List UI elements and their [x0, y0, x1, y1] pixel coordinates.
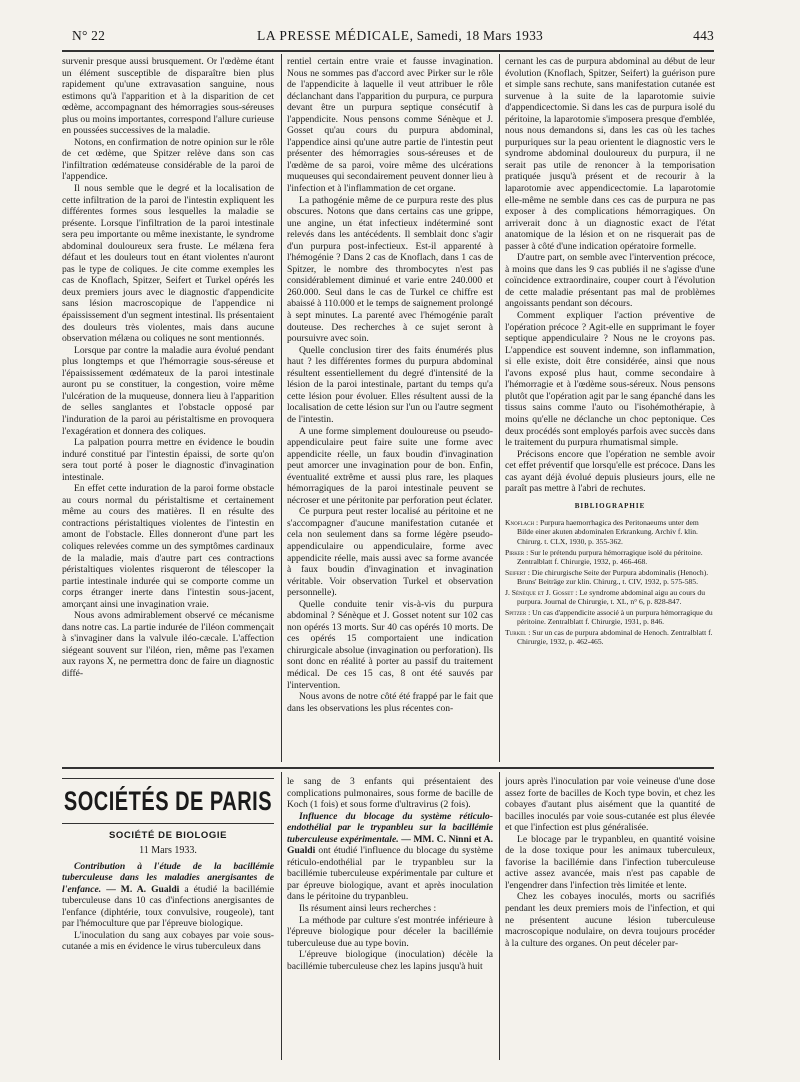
column-3 [505, 56, 715, 762]
bib-author: Knoflach [505, 518, 535, 528]
bib-author: Turkel [505, 628, 527, 638]
bib-text: : Un cas d'appendicite associé à un purpura hémorragique du péritoine. Zentralblatt f. Chirurgie, 1931, p. 846. [517, 608, 713, 627]
paragraph: Le blocage par le trypanbleu, en quantité voisine de la dose toxique pour les animaux tuberculeux, favorise la bacillémie dans l'infection tuberculeuse active assez avancée, mais n'est pas capable de l'engendrer dans l'infection très limitée et lente. [505, 833, 715, 891]
page-header [62, 24, 714, 46]
bib-text: : Purpura haemorrhagica des Peritonaeums unter dem Bilde einer akuten abdominalen Erkrankung. Archiv f. klin. Chirurg. t. CLX, 1930, p. 355-362. [517, 518, 699, 546]
paragraph: Chez les cobayes inoculés, morts ou sacrifiés pendant les deux premiers mois de l'infection, et qui ne présentent aucune lésion tuberculeuse macroscopique nodulaire, on devra toujours procéder à la culture des organes. On peut déceler par- [505, 891, 715, 949]
paragraph: L'inoculation du sang aux cobayes par voie sous-cutanée a mis en évidence le virus tuberculeux dans [62, 929, 274, 953]
paragraph: A une forme simplement douloureuse ou pseudo-appendiculaire peut faire suite une forme avec appendicite réelle, un faux boudin d'invagination peut amorcer une invagination pour de bon. Enfin, éventualité extrême et aussi plus rare, les plaques hémorragiques de la paroi intestinale peuvent se nécroser et une péritonite par perforation peut éclater. [287, 425, 493, 506]
paragraph: Il nous semble que le degré et la localisation de cette infiltration de la paroi de l'intestin expliquent les différentes formes sous lesquelles la maladie se présente. Lorsque l'infiltration de la paroi intestinale sera peu importante ou même inexistante, le syndrome abdominal douloureux sera fruste. Le mélæna fera défaut et les douleurs tout en étant violentes n'auront pas le type de coliques. Je cite comme exemples les cas de Knoflach, Spitzer, Seifert et Turkel opérés les deux premiers jours avec le diagnostic d'appendicite sans lésion macroscopique de l'appendice ni épaississement d'un segment intestinal. Ils présentaient des douleurs très violentes, mais dans aucune observation mélæna ou coliques ne sont mentionnés. [62, 183, 274, 345]
article-text: a étudié la bacillémie tuberculeuse dans 10 cas d'infections anergisantes de l'enfance (diphtérie, toux convulsive, rougeole), tant par l'hémoculture que par l'épreuve biologique. [62, 883, 274, 930]
paragraph: Notons, en confirmation de notre opinion sur le rôle de cet œdème, que Spitzer relève dans son cas l'infiltration œdémateuse considérable de la paroi de l'appendice. [62, 136, 274, 183]
issue-date: , Samedi, 18 Mars 1933 [409, 28, 543, 43]
paragraph: Quelle conclusion tirer des faits énumérés plus haut ? les différentes formes du purpura abdominal résultent essentiellement du degré d'intensité de la lésion de la paroi intestinale, partant du temps qu'a cette lésion pour évoluer. Elles résultent aussi de la localisation de cette lésion sur l'un ou l'autre segment de l'intestin. [287, 344, 493, 425]
paragraph: Ce purpura peut rester localisé au péritoine et ne s'accompagner d'aucune manifestation cutanée et cela non seulement dans sa forme légère pseudo-appendiculaire ou appendiculaire, forme avec appendicite réelle, mais aussi avec sa forme avancée à faux boudin d'invagination et invagination véritable. Voir observation Turkel et observation personnelle). [287, 506, 493, 599]
article-2 [287, 811, 493, 903]
journal-name: LA PRESSE MÉDICALE [257, 28, 410, 43]
bibliography-title: BIBLIOGRAPHIE [574, 501, 646, 510]
paragraph: le sang de 3 enfants qui présentaient des complications pulmonaires, sous forme de bacille de Koch (1 fois) et sous forme d'ultravirus (2 fois). [287, 776, 493, 811]
bib-text: : Die chirurgische Seite der Purpura abdominalis (Henoch). Bruns' Beiträge zur klin. Chirurg., t. CIV, 1932, p. 575-585. [517, 567, 709, 586]
society-name: SOCIÉTÉ DE BIOLOGIE [108, 829, 228, 841]
column-divider [281, 54, 282, 762]
paragraph: jours après l'inoculation par voie veineuse d'une dose assez forte de bacilles de Koch type bovin, et chez les cobayes d'autant plus aisément que la quantité de bacilles inoculés par voie sous-cutanée est plus élevée et que l'infection est plus généralisée. [505, 776, 715, 834]
paragraph: rentiel certain entre vraie et fausse invagination. Nous ne sommes pas d'accord avec Pirker sur le rôle de l'appendicite à laquelle il veut attribuer le rôle déclanchant dans l'apparition du purpura, ce purpura devant être un purpura septique consécutif à l'appendicite. Nous pensons comme Sénèque et J. Gosset qu'au cours du purpura abdominal, l'appendice ainsi qu'une autre partie de l'intestin peut présenter des hémorragies sous-séreuses et de l'œdème de sa paroi, voire même des ulcérations muqueuses qui secondairement peuvent donner lieu à l'infection et à l'inflammation de cet organe. [287, 56, 493, 195]
title-rule-top [62, 778, 274, 779]
column-1 [62, 56, 274, 762]
paragraph: Nous avons admirablement observé ce mécanisme dans notre cas. La partie indurée de l'iléon commençait à s'invaginer dans la valvule iléo-cæcale. L'affection siégeant souvent sur l'iléon, rien, même pas l'examen aux rayons X, ne permettra donc de faire un diagnostic diffé- [62, 610, 274, 679]
bib-text: : Sur le prétendu purpura hémorragique isolé du péritoine. Zentralblatt f. Chirurgie, 1932, p. 466-468. [517, 547, 703, 566]
paragraph: Comment expliquer l'action préventive de l'opération précoce ? Agit-elle en supprimant le foyer septique appendiculaire ? Nous ne le croyons pas. L'appendice est souvent indemne, son inflammation, si elle existe, doit être considérée, ainsi que nous l'avons exposé plus haut, comme secondaire à l'hémorragie et à l'œdème sous-séreux. Nous pensons plutôt que l'opération agit par le sang épanché dans les tissus sains comme l'auto ou l'isohémothérapie, à moins qu'elle ne déclanche un choc peptonique. Ces deux procédés sont employés parfois avec succès dans le traitement du purpura rhumatismal simple. [505, 310, 715, 449]
bibliography-entry [505, 548, 715, 566]
bib-text: : Sur un cas de purpura abdominal de Henoch. Zentralblatt f. Chirurgie, 1932, p. 462-465. [517, 628, 713, 647]
paragraph: Nous avons de notre côté été frappé par le fait que dans les observations les plus récentes con- [287, 691, 493, 714]
article-author: — M. A. Gualdi [101, 883, 180, 895]
paragraph: La palpation pourra mettre en évidence le boudin induré constitué par l'intestin épaissi, de sorte qu'on sera tout porté à poser le diagnostic d'invagination intestinale. [62, 437, 274, 483]
section-rule [62, 767, 714, 769]
paragraph: L'épreuve biologique (inoculation) décèle la bacillémie tuberculeuse chez les lapins jusqu'à huit [287, 949, 493, 972]
section-title: SOCIÉTÉS DE PARIS [63, 786, 273, 817]
journal-title [257, 28, 637, 44]
article-title: Contribution à l'étude de la bacillémie tuberculeuse dans les maladies anergisantes de l'enfance. [62, 860, 274, 895]
paragraph: survenir presque aussi brusquement. Or l'œdème étant un élément susceptible de disparaître bien plus rapidement qu'une extravasation sanguine, nous estimons qu'à l'apparition et à la disparition de cet œdème, accompagnant des hémorragies sous-séreuses plus ou moins importantes, correspond l'allure curieuse en poussées successives de la maladie. [62, 56, 274, 137]
bib-author: Spitzer [505, 608, 527, 618]
column-divider [281, 772, 282, 1060]
paragraph: La pathogénie même de ce purpura reste des plus obscures. Notons que dans certains cas une grippe, une angine, un état infectieux indéterminé sont relevés dans les antécédents. Il semblait donc s'agir d'un purpura post-infectieux. Est-il apparenté à l'hémogénie ? Dans 2 cas de Knoflach, dans 1 cas de Spitzer, le nombre des thrombocytes n'est pas considérablement diminué et varie entre 240.000 et 260.000. Seul dans le cas de Turkel ce chiffre est abaissé à 110.000 et le temps de saignement prolongé à sept minutes. La parenté avec l'hémogénie paraît douteuse. Des recherches à ce sujet seront à poursuivre avec soin. [287, 194, 493, 345]
column-2 [287, 56, 493, 762]
bib-author: Pirker [505, 547, 525, 557]
paragraph: cernant les cas de purpura abdominal au début de leur évolution (Knoflach, Spitzer, Seifert) la guérison pure et simple sans rechute, sans manifestation cutanée est survenue à la suite de la laparotomie suivie d'appendicectomie. Si dans les cas de purpura isolé du péritoine, la laparotomie s'imposera presque d'emblée, nous nous demandons si, dans les cas où les taches purpuriques sur la peau orientent le diagnostic vers le syndrome abdominal douloureux du purpura, il ne serait pas utile de renoncer à la temporisation pratiquée jusqu'à présent et de recourir à la laparotomie avec appendicectomie. La laparotomie elle-même ne semble dans ces cas de purpura ne pas exposer à des complications hémorragiques. On arriverait donc à un diagnostic exact de l'état anatomique de la lésion et on ne risquerait pas de passer à côté d'une indication opératoire formelle. [505, 56, 715, 252]
paragraph: En effet cette induration de la paroi forme obstacle au cours normal du péristaltisme et certainement même au cours des matières. Il en résulte des contractions péristaltiques violentes de l'intestin en amont de l'obstacle. Elles donneront d'une part les coliques relevées comme un des symptômes cardinaux de la maladie, mais d'autre part ces contractions péristaltiques violentes risqueront de télescoper la partie intestinale indurée qui se comporte comme un corps étranger inerte dans l'intestin sous-jacent, amorçant ainsi une invagination vraie. [62, 483, 274, 610]
column-divider [499, 772, 500, 1060]
issue-number: N° 22 [72, 28, 106, 43]
bib-author: Seifert [505, 567, 526, 577]
column-divider [499, 54, 500, 762]
article-author: — MM. C. Ninni et A. Gualdi [287, 833, 493, 857]
paragraph: Ils résument ainsi leurs recherches : [299, 903, 437, 915]
title-rule-bottom [62, 823, 274, 824]
article-1 [62, 861, 274, 930]
bottom-column-2 [287, 776, 493, 1058]
bibliography-entry [505, 518, 715, 545]
societes-column [62, 778, 274, 1058]
session-date: 11 Mars 1933. [139, 845, 197, 857]
bibliography-entry [505, 628, 715, 646]
header-rule [62, 50, 714, 52]
paragraph: D'autre part, on semble avec l'intervention précoce, à moins que dans les 9 cas publiés il ne s'agisse d'une coïncidence extraordinaire, couper court à l'évolution de cette maladie présentant pas mal de problèmes angoissants pendant son décours. [505, 252, 715, 310]
paragraph: Quelle conduite tenir vis-à-vis du purpura abdominal ? Sénèque et J. Gosset notent sur 102 cas non opérés 13 morts. Sur 40 cas opérés 10 morts. De ces opérés 15 comportaient une indication chirurgicale absolue (invagination ou perforation). Ils sont donc en réalité à porter au passif du traitement médical. De ces 15 cas, 8 ont été sauvés par l'intervention. [287, 598, 493, 691]
bib-text: : Le syndrome abdominal aigu au cours du purpura. Journal de Chirurgie, t. XL, n° 6, p. 828-847. [517, 587, 705, 607]
bib-author: J. Sénèque et J. Gosset [505, 587, 574, 597]
article-title: Influence du blocage du système réticulo-endothélial par le trypanbleu sur la bacillémie tuberculeuse expérimentale. [287, 810, 493, 845]
paragraph: Précisons encore que l'opération ne semble avoir cet effet préventif que lorsqu'elle est précoce. Dans les cas ayant déjà évolué depuis plusieurs jours, elle ne paraît pas mettre à l'abri de rechutes. [505, 448, 715, 495]
paragraph: La méthode par culture s'est montrée inférieure à l'épreuve biologique pour déceler la bacillémie tuberculeuse due au type bovin. [287, 914, 493, 949]
bibliography-entry [505, 608, 715, 626]
paragraph: Lorsque par contre la maladie aura évolué pendant plus longtemps et que l'hémorragie sous-séreuse et l'épaississement œdémateux de la paroi intestinale auront pu se constituer, la congestion, voire même l'ulcération de la muqueuse, donnera lieu à l'apparition de selles sanglantes et l'obstacle opposé par l'induration de la paroi au péristaltisme en provoquera l'exagération et donnera des coliques. [62, 344, 274, 437]
bottom-column-3 [505, 776, 715, 1058]
article-text: ont étudié l'influence du blocage du système réticulo-endothélial par le trypanbleu sur la bacillémie tuberculeuse expérimentale par culture et par épreuve biologique, avant et après inoculation dans le péritoine du trypanbleu. [287, 845, 493, 903]
page-number: 443 [693, 28, 714, 43]
bibliography-entry [505, 588, 715, 606]
bibliography-entry [505, 568, 715, 586]
